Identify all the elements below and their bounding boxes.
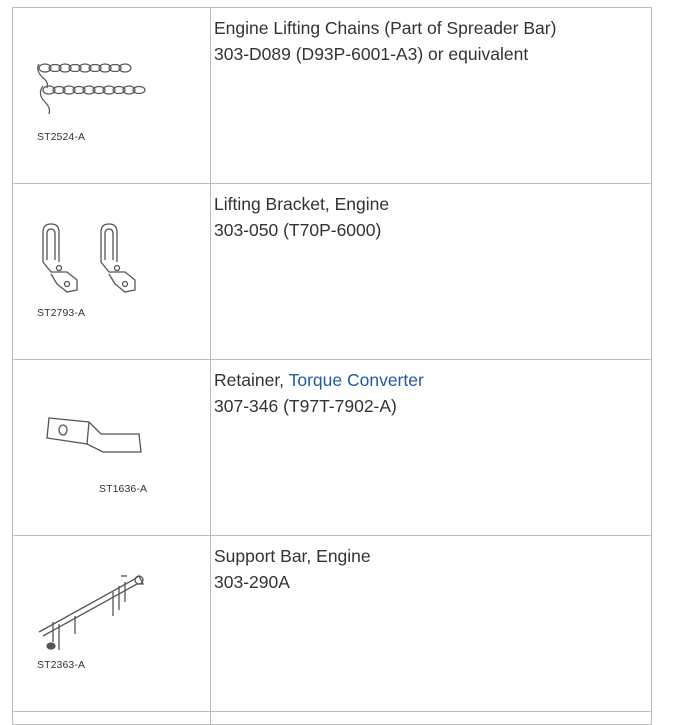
- table-row: [13, 536, 652, 712]
- tool-name: Engine Lifting Chains (Part of Spreader Bar): [214, 18, 557, 38]
- tool-image-cell: [13, 8, 211, 184]
- tool-image-cell: [13, 712, 211, 725]
- tool-part-number: 303-290A: [214, 572, 290, 592]
- tool-part-number: 307-346 (T97T-7902-A): [214, 396, 397, 416]
- table-row: [13, 8, 652, 184]
- lifting-bracket-icon: [37, 222, 152, 302]
- tool-image-cell: [13, 360, 211, 536]
- tool-part-number: 303-050 (T70P-6000): [214, 220, 382, 240]
- lifting-chains-icon: [35, 54, 150, 116]
- tool-part-number: 303-D089 (D93P-6001-A3) or equivalent: [214, 44, 529, 64]
- table-row: [13, 360, 652, 536]
- torque-converter-link[interactable]: Torque Converter: [288, 370, 424, 390]
- tool-description-cell: [211, 184, 652, 360]
- special-tools-table: [12, 7, 652, 725]
- tool-name: [214, 367, 651, 393]
- tool-description-cell: [211, 360, 652, 536]
- figure-code: ST1636-A: [99, 483, 148, 495]
- tool-description-cell: [211, 712, 652, 725]
- tool-image-cell: [13, 184, 211, 360]
- tool-description-cell: [211, 8, 652, 184]
- figure-code: ST2524-A: [37, 131, 86, 143]
- support-bar-icon: [35, 572, 150, 652]
- tool-name-prefix: Retainer,: [214, 370, 289, 390]
- figure-code: ST2363-A: [37, 659, 86, 671]
- tool-image-cell: [13, 536, 211, 712]
- tool-name: Lifting Bracket, Engine: [214, 194, 390, 214]
- figure-code: ST2793-A: [37, 307, 86, 319]
- retainer-icon: [45, 410, 145, 460]
- tool-description-cell: [211, 536, 652, 712]
- table-row: [13, 184, 652, 360]
- table-row: [13, 712, 652, 725]
- tool-name: Support Bar, Engine: [214, 546, 371, 566]
